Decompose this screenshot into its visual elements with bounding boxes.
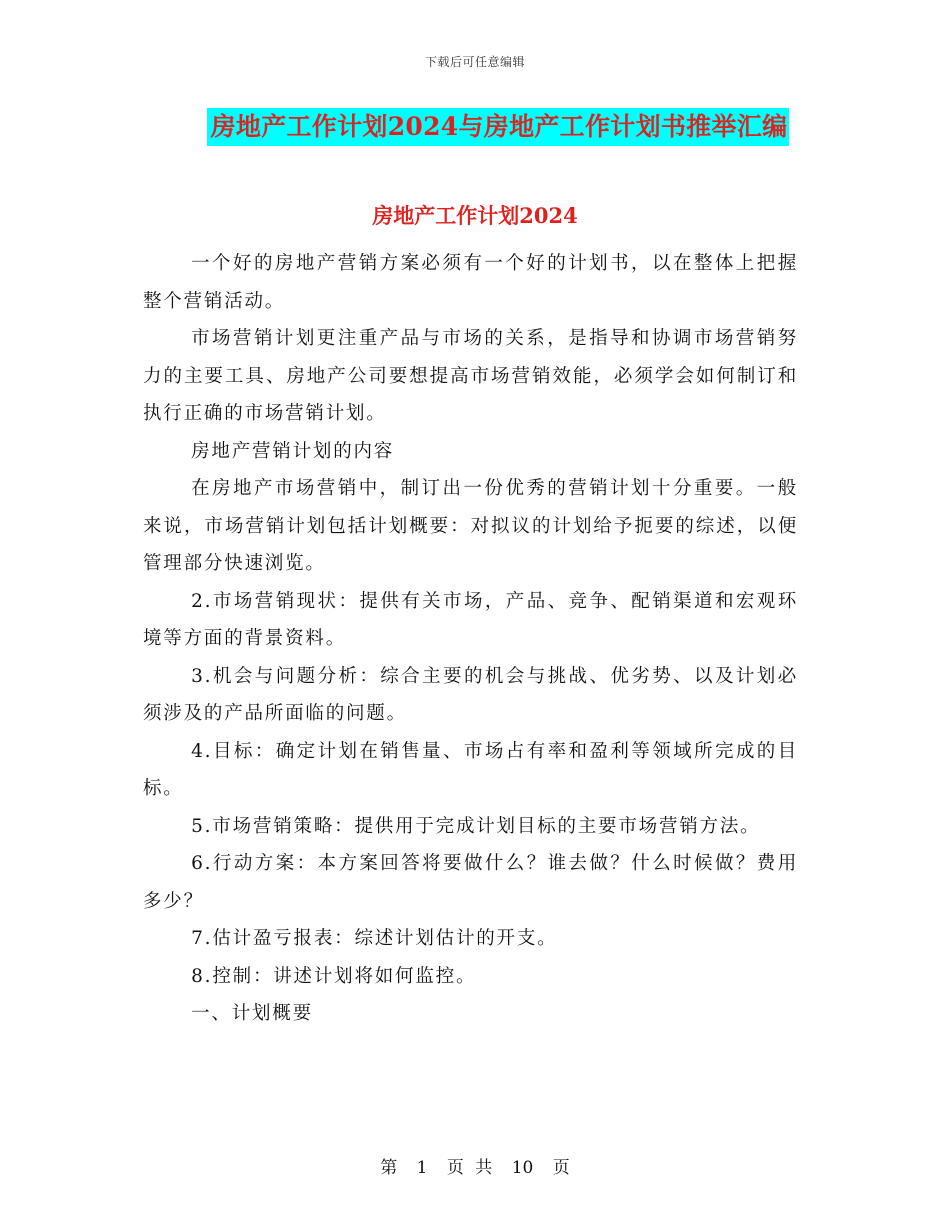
paragraph: 市场营销计划更注重产品与市场的关系，是指导和协调市场营销努力的主要工具、房地产公司要想提高市场营销效能，必须学会如何制订和执行正确的市场营销计划。 bbox=[143, 328, 798, 424]
paragraph: 7.估计盈亏报表：综述计划估计的开支。 bbox=[191, 928, 558, 949]
paragraph: 房地产营销计划的内容 bbox=[191, 440, 395, 462]
paragraph: 4.目标：确定计划在销售量、市场占有率和盈利等领域所完成的目标。 bbox=[143, 740, 798, 799]
paragraph: 在房地产市场营销中，制订出一份优秀的营销计划十分重要。一般来说，市场营销计划包括计划概要：对拟议的计划给予扼要的综述，以便管理部分快速浏览。 bbox=[143, 478, 798, 574]
current-page-number: 1 bbox=[416, 1158, 428, 1178]
paragraph: 2.市场营销现状：提供有关市场，产品、竞争、配销渠道和宏观环境等方面的背景资料。 bbox=[143, 590, 798, 649]
paragraph: 3.机会与问题分析：综合主要的机会与挑战、优劣势、以及计划必须涉及的产品所面临的问题。 bbox=[143, 665, 798, 724]
page-footer bbox=[0, 1153, 950, 1178]
document-title: 房地产工作计划2024与房地产工作计划书推举汇编 bbox=[207, 108, 790, 146]
paragraph: 一个好的房地产营销方案必须有一个好的计划书，以在整体上把握整个营销活动。 bbox=[143, 253, 798, 312]
paragraph: 5.市场营销策略：提供用于完成计划目标的主要市场营销方法。 bbox=[191, 815, 761, 837]
footer-prefix: 第 bbox=[380, 1158, 398, 1178]
footer-middle: 页 共 bbox=[446, 1158, 493, 1178]
header-note: 下载后可任意编辑 bbox=[424, 55, 525, 69]
paragraph: 6.行动方案：本方案回答将要做什么？谁去做？什么时候做？费用多少？ bbox=[143, 853, 798, 912]
paragraph: 一、计划概要 bbox=[191, 1003, 313, 1024]
section-title: 房地产工作计划2024 bbox=[372, 203, 578, 228]
document-title-container bbox=[0, 108, 950, 146]
total-page-count: 10 bbox=[511, 1158, 534, 1178]
paragraph: 8.控制：讲述计划将如何监控。 bbox=[191, 965, 477, 987]
footer-suffix: 页 bbox=[552, 1158, 570, 1178]
body-text bbox=[143, 245, 798, 1033]
